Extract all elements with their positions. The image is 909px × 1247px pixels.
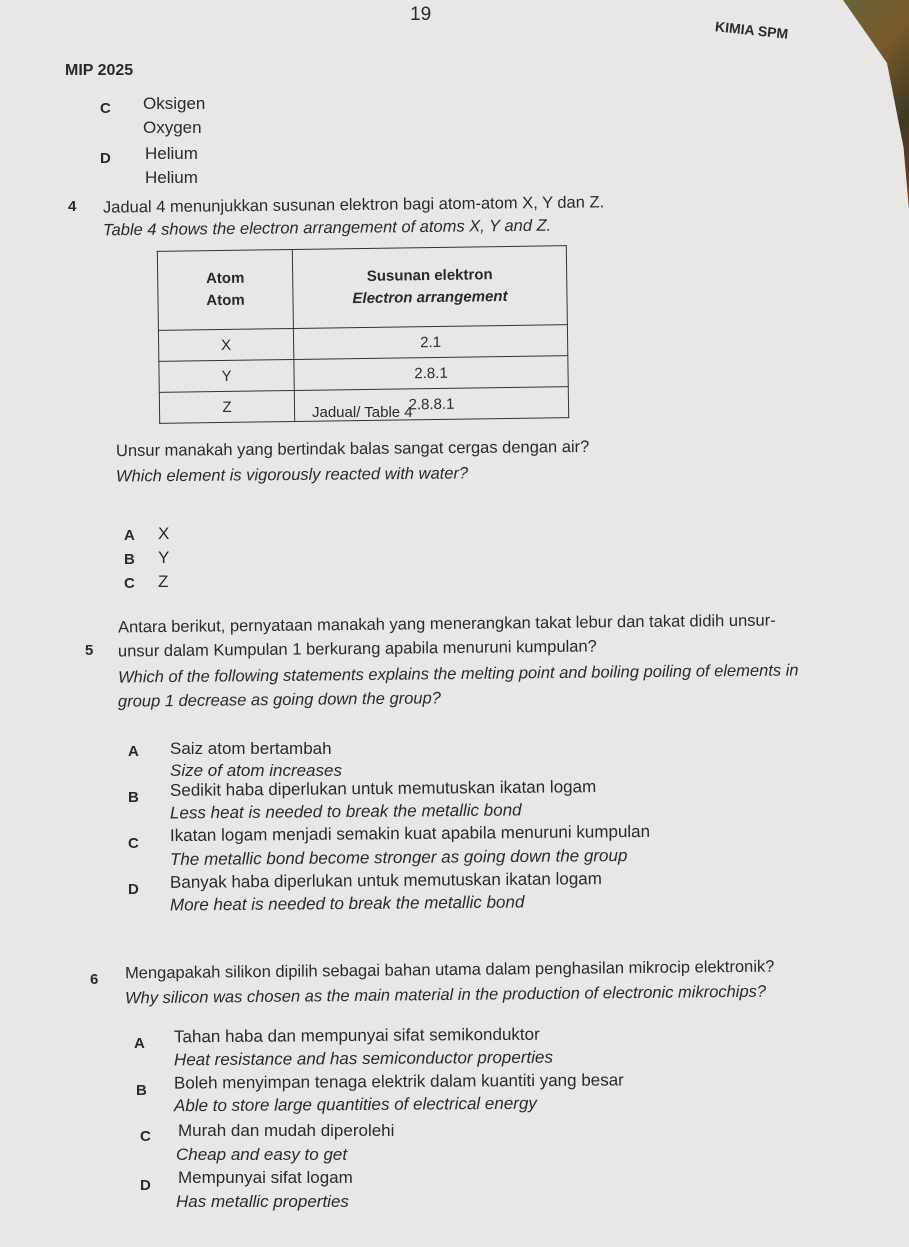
header-atom [157, 249, 293, 330]
option-letter: A [128, 743, 139, 760]
option-letter: B [128, 789, 139, 806]
question-stem-ms-line2: unsur dalam Kumpulan 1 berkurang apabila menuruni kumpulan? [117, 637, 597, 661]
question-stem-ms: Jadual 4 menunjukkan susunan elektron bagi atom-atom X, Y dan Z. [102, 193, 605, 217]
option-letter: D [100, 150, 111, 167]
option-text-en: Oxygen [143, 118, 202, 137]
option-text-en: More heat is needed to break the metallic bond [169, 892, 525, 915]
header-arrangement-en: Electron arrangement [352, 287, 508, 308]
option-text-en: Able to store large quantities of electrical energy [173, 1093, 537, 1116]
option-text-en: Heat resistance and has semiconductor properties [173, 1047, 553, 1070]
header-arrangement-ms: Susunan elektron [366, 266, 493, 285]
option-text-ms: Banyak haba diperlukan untuk memutuskan ikatan logam [169, 869, 602, 892]
question-text-ms: Unsur manakah yang bertindak balas sangat cergas dengan air? [115, 437, 590, 461]
option-text: Y [158, 548, 170, 567]
option-text: Z [158, 572, 169, 591]
option-text-ms: Saiz atom bertambah [170, 739, 332, 758]
option-text-ms: Tahan haba dan mempunyai sifat semikonduktor [173, 1024, 540, 1047]
option-letter: C [124, 575, 135, 592]
header-atom-en: Atom [206, 291, 245, 310]
option-letter: C [128, 835, 139, 852]
atom-cell: Y [159, 359, 294, 392]
option-text-ms: Boleh menyimpan tenaga elektrik dalam kuantiti yang besar [173, 1070, 624, 1093]
photo-corner-background [799, 0, 909, 210]
option-text-en: Cheap and easy to get [176, 1145, 348, 1164]
option-letter: D [128, 881, 139, 898]
table-caption: Jadual/ Table 4 [312, 404, 413, 421]
question-stem-ms: Mengapakah silikon dipilih sebagai bahan utama dalam penghasilan mikrocip elektronik? [124, 957, 775, 983]
option-letter: B [124, 551, 135, 568]
option-text-ms: Oksigen [143, 94, 206, 113]
option-text: X [158, 524, 170, 543]
option-letter: A [124, 527, 135, 544]
option-letter: D [140, 1177, 151, 1194]
arrangement-cell: 2.8.1 [294, 356, 568, 391]
option-text-ms: Ikatan logam menjadi semakin kuat apabila menuruni kumpulan [169, 821, 651, 846]
arrangement-cell: 2.8.8.1 [294, 387, 568, 422]
option-text-en: Helium [145, 168, 198, 187]
question-text-en: Which element is vigorously reacted with water? [115, 464, 469, 486]
atom-cell: X [158, 328, 293, 361]
brand-label: KIMIA SPM [714, 18, 790, 42]
header-atom-ms: Atom [205, 269, 245, 288]
table-header-row [157, 246, 567, 331]
option-letter: C [140, 1128, 151, 1145]
electron-arrangement-table [157, 245, 569, 424]
option-text-ms: Helium [145, 144, 198, 163]
question-stem-en: Table 4 shows the electron arrangement of atoms X, Y and Z. [102, 216, 552, 240]
series-label: MIP 2025 [65, 62, 134, 79]
option-text-en: Less heat is needed to break the metallic bond [169, 800, 522, 823]
question-number: 4 [68, 198, 77, 215]
option-text-ms: Murah dan mudah diperolehi [178, 1121, 395, 1140]
option-letter: B [136, 1082, 147, 1099]
option-letter: C [100, 100, 111, 117]
question-stem-en-line1: Which of the following statements explains the melting point and boiling poiling of elements in [117, 661, 799, 687]
option-text-ms: Mempunyai sifat logam [178, 1168, 353, 1187]
option-letter: A [134, 1035, 145, 1052]
question-number: 5 [85, 642, 94, 659]
question-stem-en: Why silicon was chosen as the main material in the production of electronic mikrochips? [124, 982, 767, 1008]
option-text-en: Has metallic properties [176, 1192, 349, 1211]
question-stem-ms-line1: Antara berikut, pernyataan manakah yang menerangkan takat lebur dan takat didih unsur- [117, 611, 776, 637]
question-number: 6 [90, 971, 99, 988]
option-text-en: Size of atom increases [170, 761, 342, 780]
option-text-en: The metallic bond become stronger as going down the group [169, 846, 628, 869]
atom-cell: Z [159, 390, 294, 423]
header-arrangement [292, 246, 567, 329]
page-number: 19 [410, 4, 432, 25]
question-stem-en-line2: group 1 decrease as going down the group? [117, 689, 441, 711]
arrangement-cell: 2.1 [293, 325, 567, 360]
option-text-ms: Sedikit haba diperlukan untuk memutuskan ikatan logam [169, 777, 597, 800]
